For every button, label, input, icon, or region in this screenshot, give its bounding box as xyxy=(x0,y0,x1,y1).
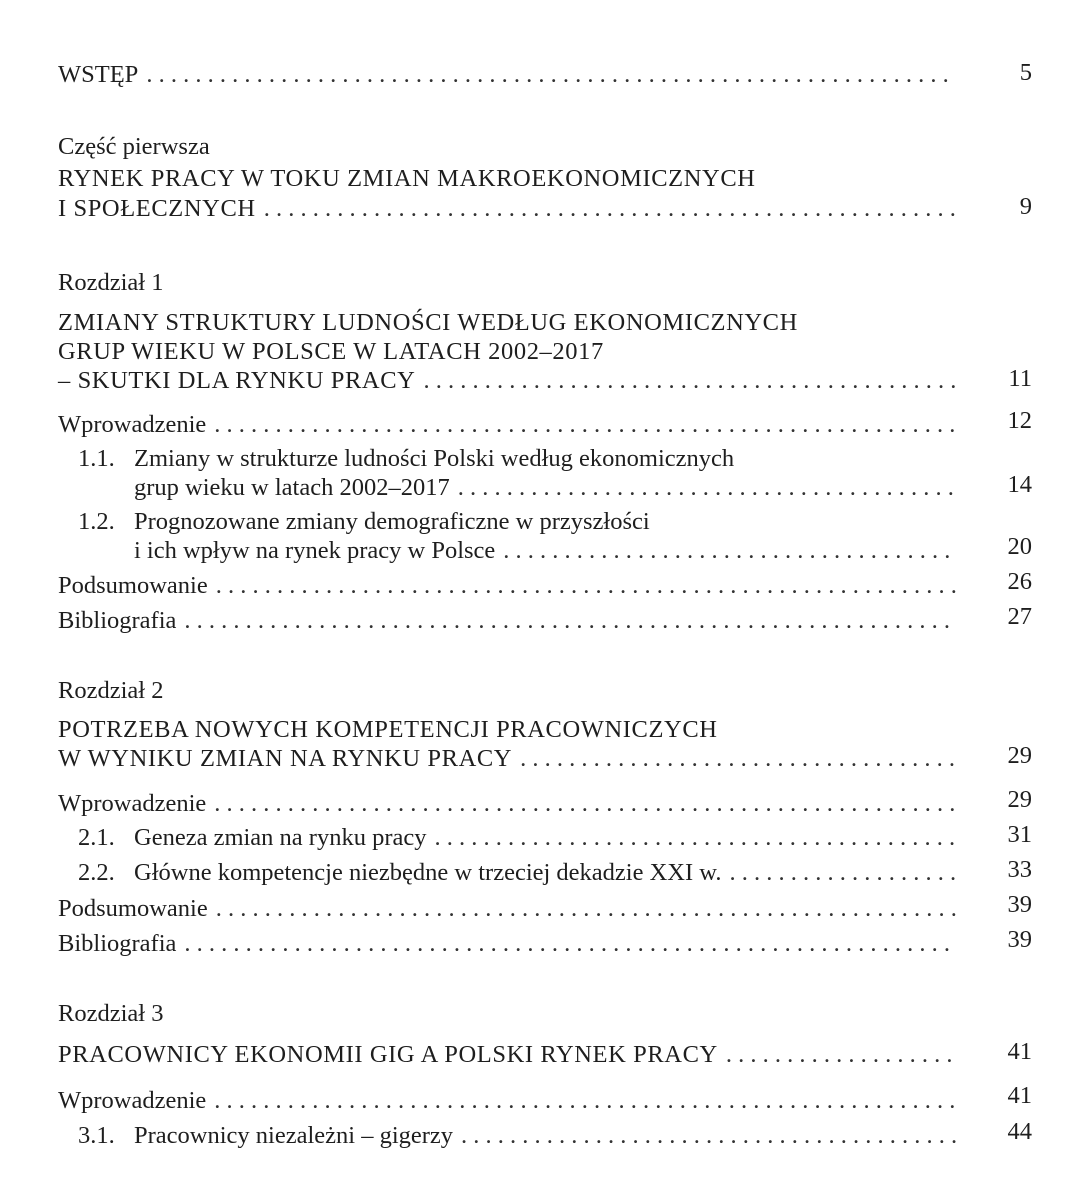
leader-dots xyxy=(184,929,956,959)
chapter-label: Rozdział 1 xyxy=(58,269,164,296)
chapter-label: Rozdział 2 xyxy=(58,677,164,704)
entry-label: Główne kompetencje niezbędne w trzeciej dekadzie XXI w. xyxy=(134,859,722,886)
entry-label: i ich wpływ na rynek pracy w Polsce xyxy=(134,537,496,564)
leader-dots xyxy=(435,823,957,853)
toc-entry-intro xyxy=(58,410,958,440)
page-number: 41 xyxy=(1007,1082,1032,1109)
toc-entry-summary xyxy=(58,571,958,601)
toc-entry-section xyxy=(78,823,958,853)
entry-label: Podsumowanie xyxy=(58,895,208,922)
part-label: Część pierwsza xyxy=(58,133,210,160)
entry-label: Geneza zmian na rynku pracy xyxy=(134,824,427,851)
entry-label: WSTĘP xyxy=(58,61,139,88)
section-number: 2.2. xyxy=(78,859,115,886)
page-number: 27 xyxy=(1007,603,1032,630)
entry-label: W WYNIKU ZMIAN NA RYNKU PRACY xyxy=(58,745,513,772)
section-label: Prognozowane zmiany demograficzne w przyszłości xyxy=(134,508,650,535)
page-number: 20 xyxy=(1007,533,1032,560)
entry-label: Wprowadzenie xyxy=(58,411,207,438)
page-number: 39 xyxy=(1007,926,1032,953)
section-title xyxy=(78,444,958,474)
page-number: 44 xyxy=(1007,1118,1032,1145)
leader-dots xyxy=(458,473,956,503)
page-number: 5 xyxy=(1019,59,1032,86)
page-number: 9 xyxy=(1019,193,1032,220)
entry-label: grup wieku w latach 2002–2017 xyxy=(134,474,450,501)
section-title xyxy=(78,507,958,537)
page-number: 33 xyxy=(1007,856,1032,883)
toc-entry-part1 xyxy=(58,194,958,224)
page-number: 39 xyxy=(1007,891,1032,918)
entry-label: Bibliografia xyxy=(58,930,177,957)
page-number: 29 xyxy=(1007,742,1032,769)
toc-entry-bibliography xyxy=(58,606,958,636)
entry-label: Bibliografia xyxy=(58,607,177,634)
toc-entry-summary xyxy=(58,894,958,924)
entry-label: Wprowadzenie xyxy=(58,790,207,817)
section-number: 3.1. xyxy=(78,1122,115,1149)
toc-entry-section xyxy=(78,858,958,888)
toc-entry-bibliography xyxy=(58,929,958,959)
page-number: 29 xyxy=(1007,786,1032,813)
leader-dots xyxy=(503,536,956,566)
leader-dots xyxy=(730,858,956,888)
toc-entry-ch3 xyxy=(58,1040,958,1070)
entry-label: – SKUTKI DLA RYNKU PRACY xyxy=(58,367,416,394)
chapter-label: Rozdział 3 xyxy=(58,1000,164,1027)
leader-dots xyxy=(216,571,956,601)
chapter-title: GRUP WIEKU W POLSCE W LATACH 2002–2017 xyxy=(58,338,604,365)
leader-dots xyxy=(264,194,956,224)
section-number: 2.1. xyxy=(78,824,115,851)
leader-dots xyxy=(184,606,956,636)
page-number: 11 xyxy=(1008,365,1032,392)
leader-dots xyxy=(214,789,956,819)
toc-entry-ch2 xyxy=(58,744,958,774)
page-number: 14 xyxy=(1007,471,1032,498)
entry-label: Podsumowanie xyxy=(58,572,208,599)
entry-label: Pracownicy niezależni – gigerzy xyxy=(134,1122,454,1149)
toc-entry-section xyxy=(134,473,958,503)
page-number: 12 xyxy=(1007,407,1032,434)
leader-dots xyxy=(520,744,956,774)
page-number: 41 xyxy=(1007,1038,1032,1065)
leader-dots xyxy=(461,1121,956,1151)
leader-dots xyxy=(214,410,956,440)
section-number: 1.2. xyxy=(78,508,115,535)
toc-entry-section xyxy=(78,1121,958,1151)
page-number: 26 xyxy=(1007,568,1032,595)
section-number: 1.1. xyxy=(78,445,115,472)
leader-dots xyxy=(216,894,956,924)
section-label: Zmiany w strukturze ludności Polski według ekonomicznych xyxy=(134,445,735,472)
leader-dots xyxy=(214,1086,956,1116)
leader-dots xyxy=(423,366,956,396)
entry-label: Wprowadzenie xyxy=(58,1087,207,1114)
entry-label: PRACOWNICY EKONOMII GIG A POLSKI RYNEK PRACY xyxy=(58,1041,718,1068)
chapter-title: ZMIANY STRUKTURY LUDNOŚCI WEDŁUG EKONOMICZNYCH xyxy=(58,309,798,336)
page-number: 31 xyxy=(1007,821,1032,848)
leader-dots xyxy=(726,1040,956,1070)
toc-entry-ch1 xyxy=(58,366,958,396)
entry-label: I SPOŁECZNYCH xyxy=(58,195,256,222)
toc-entry-intro xyxy=(58,1086,958,1116)
toc-entry-intro xyxy=(58,789,958,819)
toc-entry-wstep xyxy=(58,60,958,90)
part-title: RYNEK PRACY W TOKU ZMIAN MAKROEKONOMICZNYCH xyxy=(58,165,756,192)
toc-entry-section xyxy=(134,536,958,566)
chapter-title: POTRZEBA NOWYCH KOMPETENCJI PRACOWNICZYCH xyxy=(58,716,718,743)
leader-dots xyxy=(146,60,956,90)
